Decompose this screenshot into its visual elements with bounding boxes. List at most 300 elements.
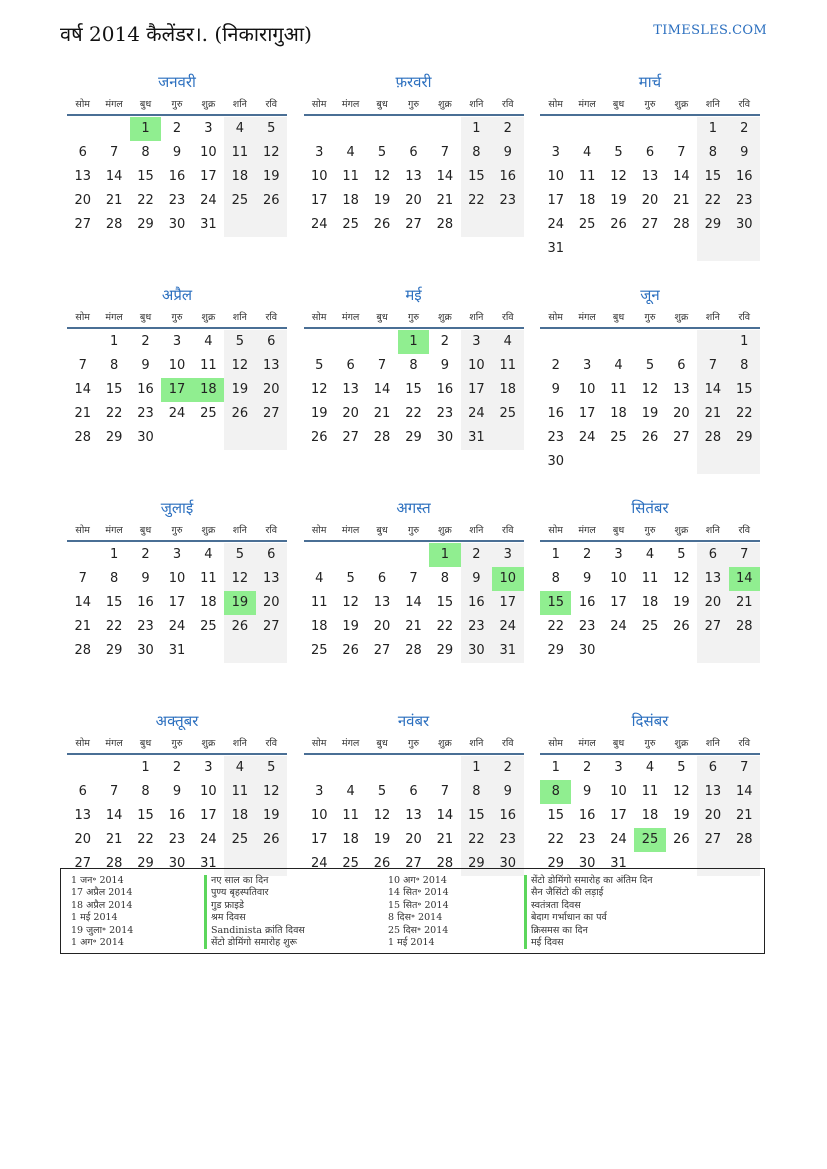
empty-cell: [366, 756, 397, 780]
day-cell: 1: [109, 547, 119, 562]
weekday-label: शुक्र: [674, 737, 689, 749]
month-1: [67, 72, 287, 285]
day-cell: 3: [614, 760, 623, 775]
day-cell: 20: [697, 591, 728, 615]
day-cell: 16: [461, 591, 492, 615]
day-cell: 25: [492, 402, 523, 426]
empty-cell: [666, 237, 697, 261]
day-cell: 16: [547, 406, 564, 421]
day-cell: 2: [141, 547, 150, 562]
day-grid: [540, 543, 760, 663]
day-cell: 5: [677, 760, 686, 775]
day-cell: 1: [141, 760, 150, 775]
day-cell: 4: [204, 547, 213, 562]
day-cell: 31: [610, 856, 627, 871]
day-cell: 12: [373, 169, 391, 184]
weekday-label: बुध: [612, 524, 625, 536]
day-cell: 13: [256, 354, 287, 378]
day-cell: 9: [492, 141, 523, 165]
weekday-label: शुक्र: [438, 737, 452, 749]
day-cell: 14: [673, 169, 690, 184]
legend-dates-right: [388, 875, 449, 949]
empty-cell: [256, 426, 287, 450]
day-cell: 29: [436, 643, 454, 658]
empty-cell: [398, 756, 429, 780]
day-cell: 30: [168, 217, 186, 232]
day-cell: 6: [697, 756, 728, 780]
empty-cell: [603, 237, 634, 261]
day-cell: 25: [200, 406, 217, 421]
day-cell: 19: [342, 619, 359, 634]
empty-cell: [304, 756, 335, 780]
day-cell: 20: [405, 832, 422, 847]
day-cell: 18: [578, 193, 596, 208]
day-cell: 2: [461, 543, 492, 567]
day-cell: 18: [610, 406, 627, 421]
day-cell: 15: [547, 808, 564, 823]
month-2: [304, 72, 524, 285]
weekday-label: रवि: [265, 737, 278, 749]
legend-dates-left: [71, 875, 133, 949]
day-cell: 11: [641, 784, 659, 799]
empty-cell: [540, 117, 571, 141]
day-cell: 28: [436, 856, 454, 871]
month-7: [67, 498, 287, 711]
day-cell: 11: [641, 571, 659, 586]
weekday-label: शुक्र: [438, 98, 452, 110]
day-cell: 17: [492, 591, 523, 615]
holiday-day-cell: 17: [161, 378, 192, 402]
weekday-label: बुध: [376, 311, 388, 323]
day-cell: 25: [578, 217, 596, 232]
weekday-label: शुक्र: [438, 311, 452, 323]
day-cell: 31: [547, 241, 564, 256]
weekday-label: मंगल: [105, 737, 123, 749]
day-grid: [540, 330, 760, 474]
day-cell: 5: [377, 784, 387, 799]
weekday-label: गुरु: [171, 737, 183, 749]
empty-cell: [666, 330, 697, 354]
weekday-label: शनि: [232, 311, 247, 323]
month-name: मार्च: [638, 73, 662, 91]
holiday-date: 25 दिस॰ 2014: [388, 924, 449, 936]
day-cell: 31: [200, 217, 217, 232]
day-cell: 26: [373, 217, 391, 232]
weekday-label: रवि: [501, 311, 514, 323]
day-cell: 14: [436, 808, 454, 823]
day-grid: [304, 543, 524, 663]
weekday-label: मंगल: [578, 311, 596, 323]
day-cell: 18: [224, 165, 255, 189]
day-cell: 27: [74, 217, 91, 232]
weekday-label: गुरु: [407, 524, 419, 536]
day-cell: 19: [224, 378, 255, 402]
day-cell: 13: [405, 808, 422, 823]
day-cell: 26: [673, 619, 690, 634]
weekday-label: सोम: [548, 311, 563, 323]
day-cell: 9: [172, 784, 182, 799]
day-cell: 29: [461, 852, 492, 876]
day-cell: 12: [673, 784, 690, 799]
day-cell: 10: [610, 571, 627, 586]
day-cell: 9: [141, 358, 150, 373]
day-cell: 17: [200, 169, 217, 184]
day-cell: 8: [109, 571, 119, 586]
day-cell: 29: [105, 430, 123, 445]
day-grid: [304, 756, 524, 876]
day-cell: 10: [168, 571, 186, 586]
day-cell: 24: [200, 832, 217, 847]
day-cell: 7: [440, 145, 450, 160]
day-cell: 21: [436, 832, 454, 847]
empty-cell: [98, 117, 129, 141]
day-cell: 22: [461, 189, 492, 213]
day-cell: 26: [641, 430, 659, 445]
day-cell: 20: [405, 193, 422, 208]
day-cell: 28: [729, 828, 760, 852]
day-cell: 11: [310, 595, 328, 610]
day-cell: 10: [200, 145, 217, 160]
day-cell: 6: [645, 145, 655, 160]
month-name: जनवरी: [158, 73, 196, 91]
day-cell: 2: [551, 358, 560, 373]
weekday-label: शनि: [705, 98, 720, 110]
day-cell: 25: [610, 430, 627, 445]
holiday-name: पुण्य बृहस्पतिवार: [204, 887, 305, 899]
day-cell: 27: [697, 828, 728, 852]
day-cell: 20: [673, 406, 690, 421]
day-cell: 23: [436, 406, 454, 421]
day-grid: [540, 117, 760, 261]
holiday-date: 18 अप्रैल 2014: [71, 899, 133, 911]
empty-cell: [366, 543, 397, 567]
day-cell: 17: [310, 193, 328, 208]
day-cell: 16: [436, 382, 454, 397]
weekday-header: [304, 731, 524, 755]
day-cell: 8: [109, 358, 119, 373]
legend-names-right: [524, 875, 653, 949]
day-cell: 20: [256, 378, 287, 402]
legend-names-left: [204, 875, 305, 949]
day-cell: 26: [342, 643, 359, 658]
day-cell: 4: [645, 760, 655, 775]
day-cell: 12: [224, 354, 255, 378]
day-cell: 7: [697, 354, 728, 378]
day-cell: 28: [373, 430, 391, 445]
weekday-label: शनि: [469, 311, 484, 323]
weekday-label: रवि: [265, 524, 278, 536]
holiday-day-cell: 1: [429, 543, 460, 567]
weekday-label: बुध: [376, 524, 388, 536]
day-cell: 13: [405, 169, 422, 184]
day-cell: 28: [729, 615, 760, 639]
day-cell: 16: [168, 169, 186, 184]
day-cell: 2: [582, 547, 592, 562]
day-cell: 6: [377, 571, 387, 586]
day-cell: 12: [224, 567, 255, 591]
day-cell: 20: [74, 193, 91, 208]
weekday-label: शुक्र: [674, 98, 689, 110]
weekday-label: रवि: [501, 98, 514, 110]
day-cell: 5: [377, 145, 387, 160]
empty-cell: [224, 426, 255, 450]
day-cell: 28: [74, 643, 91, 658]
day-cell: 8: [461, 141, 492, 165]
day-cell: 28: [673, 217, 690, 232]
day-cell: 12: [256, 141, 287, 165]
day-cell: 16: [137, 595, 154, 610]
empty-cell: [697, 237, 728, 261]
calendar-grid: [67, 72, 760, 924]
day-cell: 18: [310, 619, 328, 634]
day-cell: 23: [578, 832, 596, 847]
day-cell: 25: [641, 619, 659, 634]
weekday-label: गुरु: [644, 98, 656, 110]
empty-cell: [634, 237, 665, 261]
empty-cell: [366, 117, 397, 141]
day-cell: 18: [641, 808, 659, 823]
weekday-label: शनि: [232, 524, 247, 536]
day-cell: 31: [492, 639, 523, 663]
day-cell: 6: [256, 330, 287, 354]
day-cell: 22: [697, 189, 728, 213]
day-cell: 27: [74, 856, 91, 871]
weekday-label: सोम: [311, 524, 327, 536]
month-name: जून: [640, 286, 660, 304]
weekday-label: शुक्र: [201, 737, 216, 749]
day-cell: 26: [673, 832, 690, 847]
day-cell: 20: [697, 804, 728, 828]
day-cell: 15: [461, 165, 492, 189]
month-name: नवंबर: [397, 712, 430, 730]
weekday-label: बुध: [376, 737, 388, 749]
month-name: सितंबर: [631, 499, 669, 517]
empty-cell: [335, 330, 366, 354]
day-cell: 15: [697, 165, 728, 189]
day-cell: 25: [342, 856, 359, 871]
weekday-label: गुरु: [644, 524, 656, 536]
day-cell: 21: [729, 804, 760, 828]
holiday-date: 10 अग॰ 2014: [388, 875, 447, 886]
day-cell: 6: [409, 145, 418, 160]
day-cell: 12: [641, 382, 659, 397]
weekday-label: शनि: [705, 311, 720, 323]
day-cell: 13: [256, 567, 287, 591]
weekday-label: बुध: [376, 98, 388, 110]
day-cell: 24: [610, 619, 627, 634]
day-cell: 8: [141, 784, 150, 799]
brand-link[interactable]: TIMESLES.COM: [653, 23, 767, 38]
day-cell: 27: [373, 643, 391, 658]
weekday-label: सोम: [75, 311, 90, 323]
day-cell: 19: [256, 165, 287, 189]
empty-cell: [666, 639, 697, 663]
day-cell: 1: [729, 330, 760, 354]
day-cell: 29: [105, 643, 123, 658]
empty-cell: [224, 639, 255, 663]
weekday-label: बुध: [139, 98, 152, 110]
holiday-day-cell: 25: [634, 828, 665, 852]
empty-cell: [571, 330, 602, 354]
weekday-label: गुरु: [407, 98, 419, 110]
weekday-label: शुक्र: [438, 524, 452, 536]
day-cell: 24: [168, 406, 186, 421]
day-cell: 29: [697, 213, 728, 237]
day-cell: 5: [256, 756, 287, 780]
day-cell: 17: [578, 406, 596, 421]
month-name: अक्तूबर: [155, 712, 199, 730]
day-cell: 17: [310, 832, 328, 847]
weekday-label: गुरु: [644, 737, 656, 749]
weekday-header: [304, 305, 524, 329]
day-cell: 20: [342, 406, 359, 421]
day-cell: 13: [697, 567, 728, 591]
day-cell: 23: [729, 189, 760, 213]
day-cell: 4: [582, 145, 592, 160]
holiday-date: 14 सित॰ 2014: [388, 887, 449, 899]
holiday-day-cell: 14: [729, 567, 760, 591]
weekday-label: गुरु: [644, 311, 656, 323]
empty-cell: [161, 426, 192, 450]
day-cell: 12: [610, 169, 627, 184]
day-cell: 16: [729, 165, 760, 189]
empty-cell: [193, 639, 224, 663]
day-cell: 19: [673, 808, 690, 823]
weekday-label: सोम: [548, 737, 563, 749]
weekday-label: शुक्र: [674, 524, 689, 536]
day-cell: 17: [547, 193, 564, 208]
day-cell: 3: [204, 760, 213, 775]
holiday-date: 1 मई 2014: [71, 912, 118, 924]
holiday-name: क्रिसमस का दिन: [524, 925, 653, 937]
day-cell: 9: [141, 571, 150, 586]
day-grid: [304, 117, 524, 237]
day-cell: 23: [578, 619, 596, 634]
weekday-label: गुरु: [171, 98, 183, 110]
weekday-label: गुरु: [171, 311, 183, 323]
holiday-name: सैन जैसिंटो की लड़ाई: [524, 887, 653, 899]
day-cell: 19: [673, 595, 690, 610]
day-cell: 3: [172, 334, 182, 349]
day-cell: 2: [492, 756, 523, 780]
day-cell: 24: [200, 193, 217, 208]
day-cell: 5: [256, 117, 287, 141]
day-cell: 23: [492, 189, 523, 213]
day-cell: 27: [641, 217, 659, 232]
day-cell: 19: [610, 193, 627, 208]
weekday-label: सोम: [311, 98, 327, 110]
day-cell: 21: [405, 619, 422, 634]
day-cell: 16: [578, 808, 596, 823]
day-cell: 7: [729, 543, 760, 567]
day-cell: 18: [342, 193, 359, 208]
day-cell: 9: [172, 145, 182, 160]
day-cell: 5: [315, 358, 324, 373]
holiday-date: 1 अग॰ 2014: [71, 936, 124, 948]
weekday-label: बुध: [612, 737, 625, 749]
weekday-label: मंगल: [105, 98, 123, 110]
day-cell: 24: [310, 856, 328, 871]
empty-cell: [492, 213, 523, 237]
day-cell: 10: [547, 169, 564, 184]
empty-cell: [729, 237, 760, 261]
day-cell: 11: [342, 808, 359, 823]
holiday-date: 15 सित॰ 2014: [388, 899, 449, 911]
day-cell: 9: [729, 141, 760, 165]
day-cell: 28: [697, 426, 728, 450]
day-cell: 3: [614, 547, 623, 562]
weekday-label: शुक्र: [201, 98, 216, 110]
weekday-label: बुध: [612, 98, 625, 110]
day-cell: 9: [492, 780, 523, 804]
day-cell: 30: [729, 213, 760, 237]
day-cell: 27: [697, 615, 728, 639]
day-cell: 26: [224, 402, 255, 426]
day-cell: 24: [547, 217, 564, 232]
day-cell: 23: [492, 828, 523, 852]
weekday-header: [540, 731, 760, 755]
empty-cell: [429, 756, 460, 780]
weekday-label: मंगल: [105, 524, 123, 536]
empty-cell: [67, 117, 98, 141]
day-cell: 21: [729, 591, 760, 615]
empty-cell: [224, 213, 255, 237]
weekday-header: [540, 518, 760, 542]
empty-cell: [398, 117, 429, 141]
day-cell: 28: [105, 856, 123, 871]
month-name: जुलाई: [160, 499, 194, 517]
day-cell: 15: [137, 169, 154, 184]
day-cell: 8: [461, 780, 492, 804]
day-cell: 26: [224, 615, 255, 639]
day-cell: 15: [137, 808, 154, 823]
day-cell: 22: [547, 619, 564, 634]
day-cell: 11: [610, 382, 627, 397]
day-cell: 30: [168, 856, 186, 871]
holiday-date: 1 जन॰ 2014: [71, 875, 124, 886]
month-9: [540, 498, 760, 711]
weekday-label: रवि: [738, 98, 751, 110]
month-name: अगस्त: [396, 499, 431, 517]
day-cell: 29: [547, 856, 564, 871]
day-cell: 9: [582, 571, 592, 586]
day-cell: 9: [461, 567, 492, 591]
day-grid: [67, 756, 287, 876]
day-cell: 24: [461, 402, 492, 426]
day-cell: 10: [168, 358, 186, 373]
weekday-label: मंगल: [578, 98, 596, 110]
day-cell: 4: [224, 117, 255, 141]
day-cell: 3: [461, 330, 492, 354]
empty-cell: [603, 450, 634, 474]
holiday-date: 19 जुला॰ 2014: [71, 924, 134, 936]
weekday-label: शनि: [705, 737, 720, 749]
weekday-label: रवि: [738, 737, 751, 749]
day-grid: [67, 543, 287, 663]
day-cell: 5: [224, 543, 255, 567]
holiday-day-cell: 8: [540, 780, 571, 804]
weekday-label: रवि: [265, 311, 278, 323]
weekday-label: सोम: [75, 524, 90, 536]
holiday-name: Sandinista क्रांति दिवस: [204, 925, 305, 937]
holiday-day-cell: 18: [193, 378, 224, 402]
weekday-header: [540, 305, 760, 329]
day-cell: 9: [551, 382, 560, 397]
day-cell: 11: [200, 571, 217, 586]
month-3: [540, 72, 760, 285]
day-cell: 5: [224, 330, 255, 354]
weekday-label: मंगल: [105, 311, 123, 323]
